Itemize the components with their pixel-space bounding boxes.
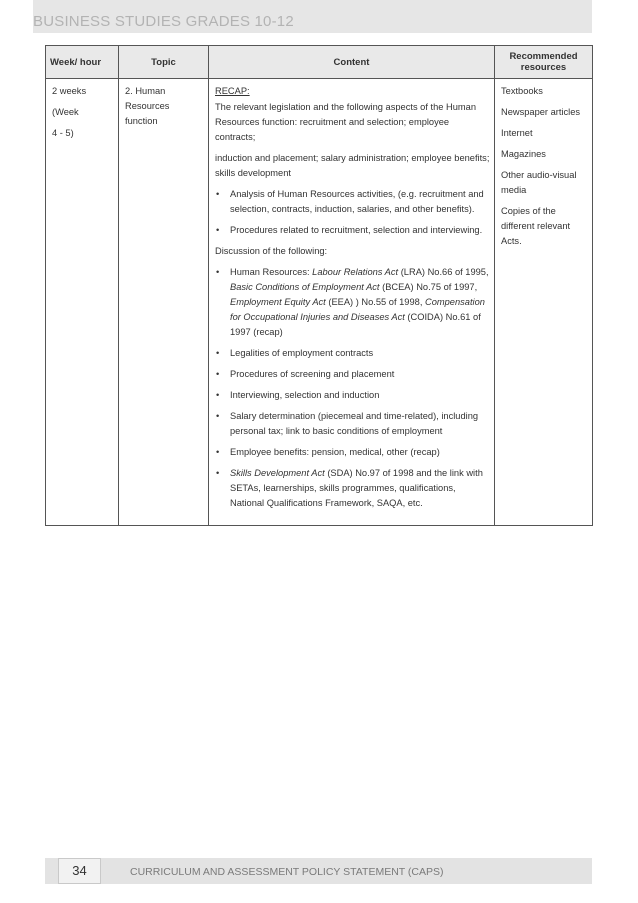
content-intro: The relevant legislation and the following aspects of the Human Resources function: recruitment and selection; employee contracts; xyxy=(215,102,476,142)
week-range-close: 4 - 5) xyxy=(52,128,74,138)
resource-item: Newspaper articles xyxy=(501,107,581,117)
cell-resources xyxy=(495,79,593,526)
act-coida: Compensation for Occupational Injuries and Diseases Act xyxy=(230,297,485,322)
resource-item: Internet xyxy=(501,128,533,138)
act-lra: Labour Relations Act xyxy=(312,267,399,277)
topic-title: 2. Human Resources function xyxy=(125,86,170,126)
week-duration: 2 weeks xyxy=(52,86,87,96)
list-item: • Procedures related to recruitment, selection and interviewing. xyxy=(215,223,490,238)
document-header-title: BUSINESS STUDIES GRADES 10-12 xyxy=(33,13,294,30)
content-intro-continued: induction and placement; salary administration; employee benefits; skills development xyxy=(215,153,490,178)
list-item: • Analysis of Human Resources activities, (e.g. recruitment and selection, contracts, induction, salaries, and other benefits). xyxy=(215,187,490,217)
act-eea: Employment Equity Act xyxy=(230,297,326,307)
discussion-heading: Discussion of the following: xyxy=(215,246,328,256)
header-content: Content xyxy=(209,46,495,79)
table-header-row xyxy=(46,46,593,79)
act-sda: Skills Development Act xyxy=(230,468,325,478)
list-item: • Legalities of employment contracts xyxy=(215,346,490,361)
header-week-hour: Week/ hour xyxy=(46,46,119,79)
list-item: • Salary determination (piecemeal and time-related), including personal tax; link to basic conditions of employment xyxy=(215,409,490,439)
table-row xyxy=(46,79,593,526)
week-range-open: (Week xyxy=(52,107,79,117)
discussion-bullet-list xyxy=(215,265,490,511)
cell-week xyxy=(46,79,119,526)
resource-item: Magazines xyxy=(501,149,546,159)
resource-item: Textbooks xyxy=(501,86,543,96)
header-topic: Topic xyxy=(119,46,209,79)
list-item: • Employee benefits: pension, medical, other (recap) xyxy=(215,445,490,460)
activity-bullet-list xyxy=(215,187,490,238)
list-item-sda: • Skills Development Act (SDA) No.97 of 1998 and the link with SETAs, learnerships, skills programmes, qualifications, National Qualifications Framework, SAQA, etc. xyxy=(215,466,490,511)
list-item-acts: • Human Resources: Labour Relations Act (LRA) No.66 of 1995, Basic Conditions of Employment Act (BCEA) No.75 of 1997, Employment Equity Act (EEA) ) No.55 of 1998, Compensation for Occupational Injuries and Diseases Act (COIDA) No.61 of 1997 (recap) xyxy=(215,265,490,340)
recap-label: RECAP: xyxy=(215,86,250,96)
footer-caption: CURRICULUM AND ASSESSMENT POLICY STATEMENT (CAPS) xyxy=(130,866,444,878)
list-item: • Procedures of screening and placement xyxy=(215,367,490,382)
resource-item: Copies of the different relevant Acts. xyxy=(501,206,571,246)
resource-item: Other audio-visual media xyxy=(501,170,577,195)
work-schedule-table xyxy=(45,45,593,526)
page-number: 34 xyxy=(58,858,101,884)
list-item: • Interviewing, selection and induction xyxy=(215,388,490,403)
cell-topic xyxy=(119,79,209,526)
header-recommended-resources: Recommended resources xyxy=(495,46,593,79)
cell-content xyxy=(209,79,495,526)
act-bcea: Basic Conditions of Employment Act xyxy=(230,282,380,292)
